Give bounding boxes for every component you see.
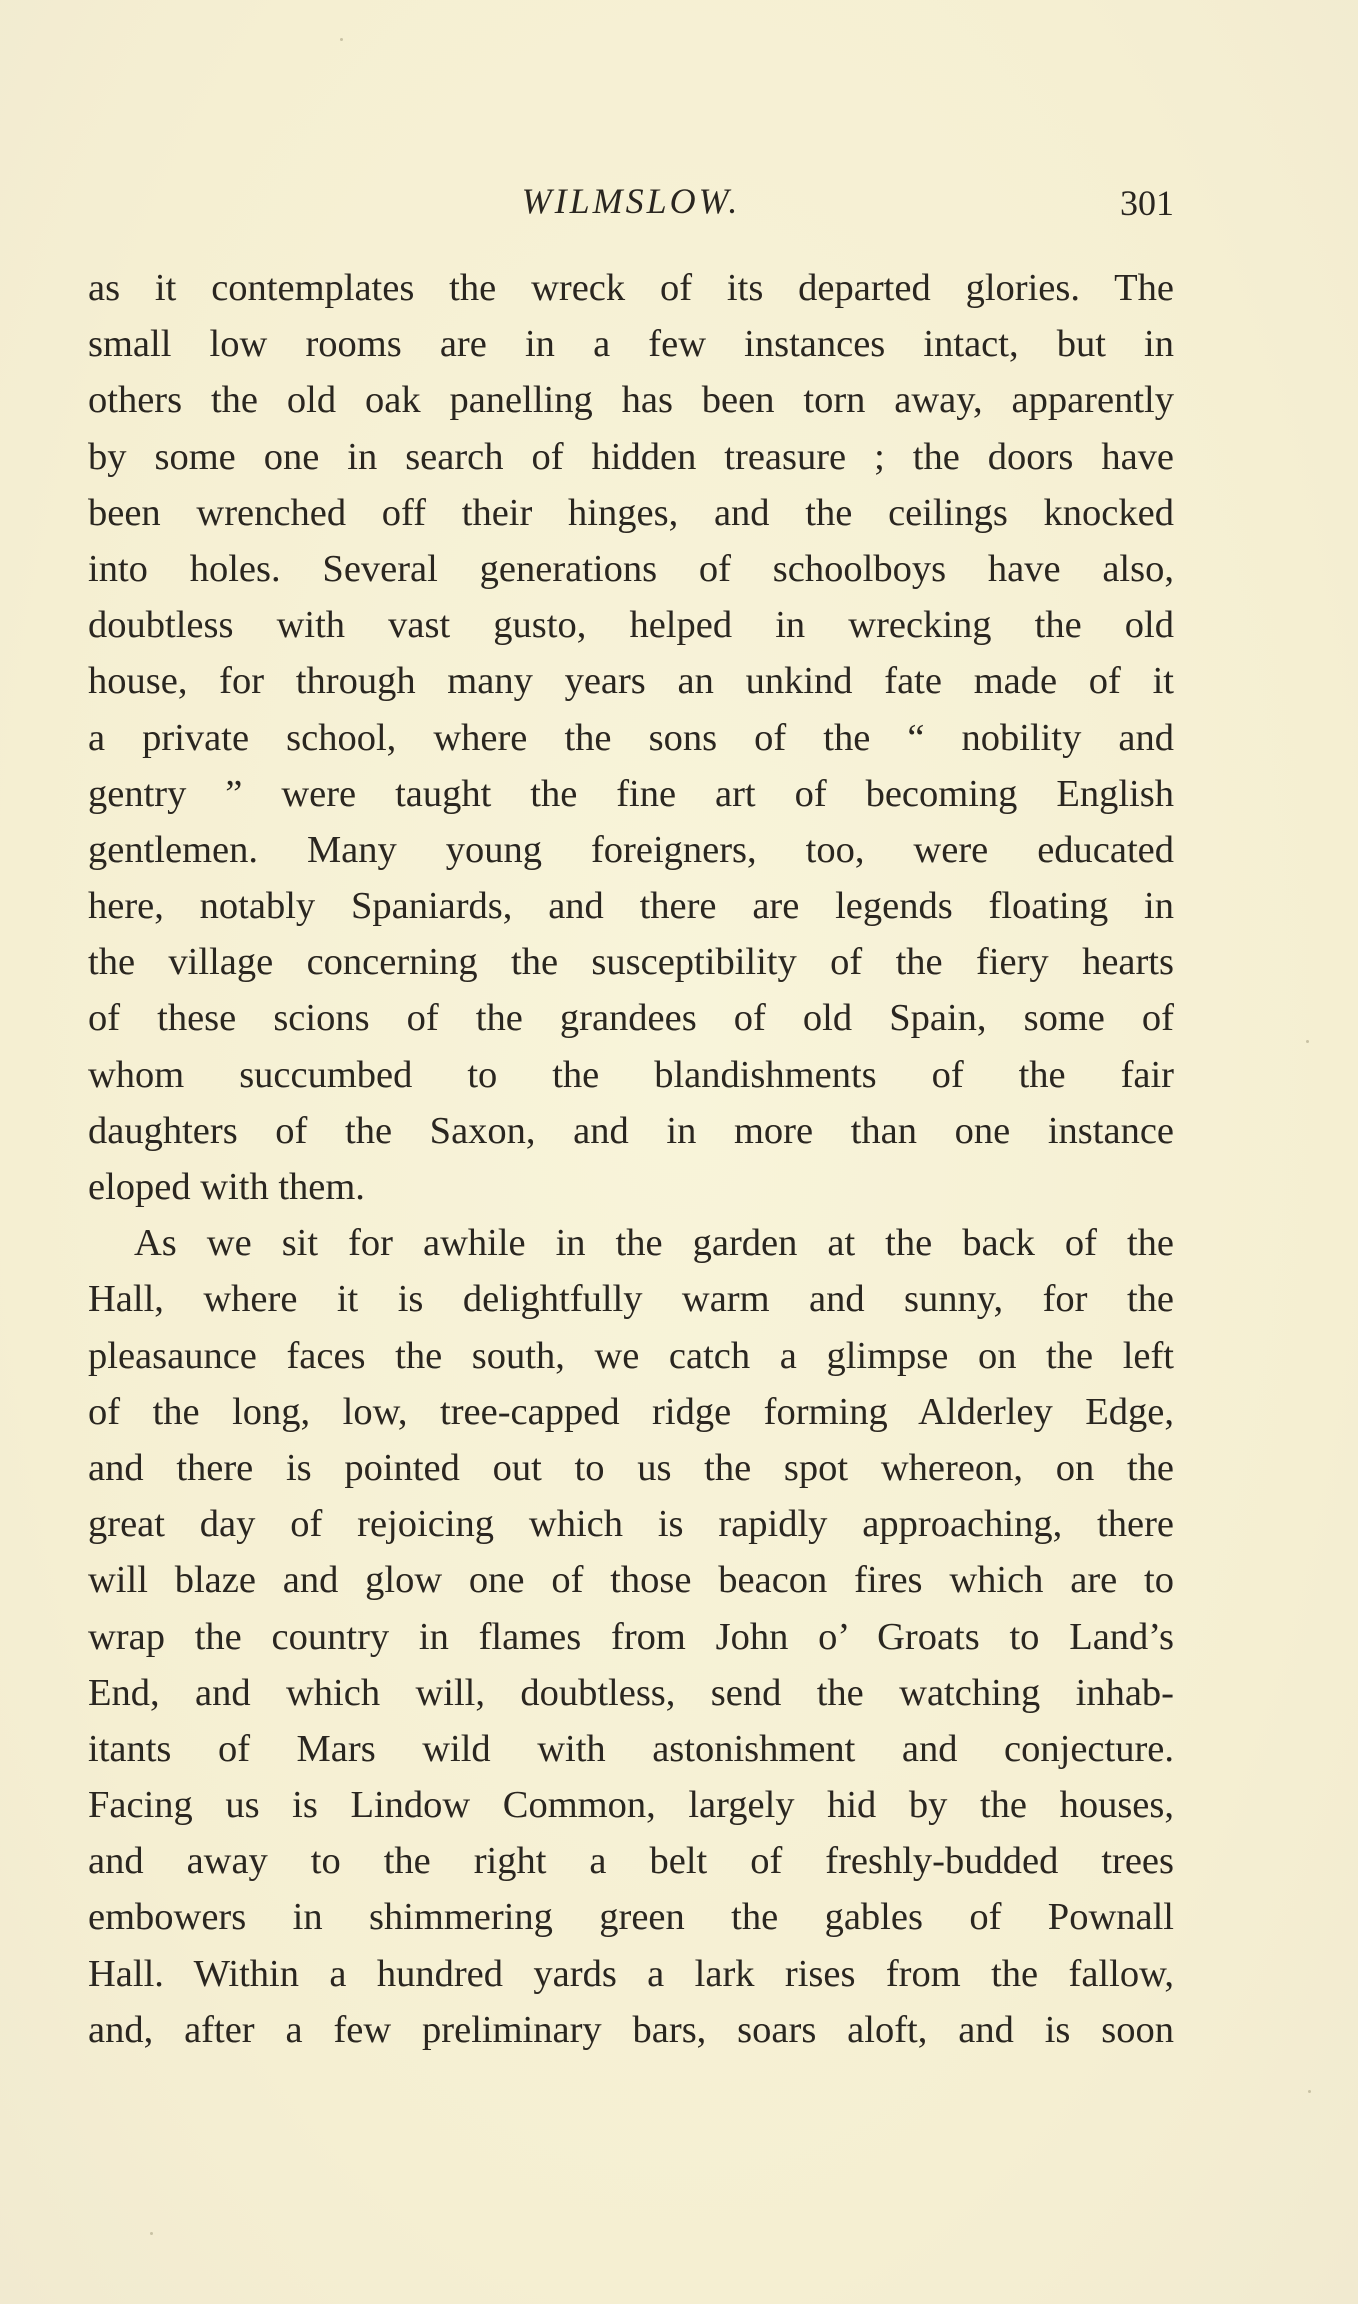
- text-line: embowers in shimmering green the gables of Pownall: [88, 1896, 1174, 1939]
- text-line: will blaze and glow one of those beacon fires which are to: [88, 1559, 1174, 1602]
- text-line: as it contemplates the wreck of its departed glories. The: [88, 267, 1174, 309]
- text-line: Hall. Within a hundred yards a lark rises from the fallow,: [88, 1952, 1174, 1995]
- text-line: small low rooms are in a few instances intact, but in: [88, 323, 1174, 366]
- text-line-paragraph-start: As we sit for awhile in the garden at the back of the: [134, 1222, 1174, 1265]
- text-line: gentlemen. Many young foreigners, too, were educated: [88, 828, 1174, 871]
- text-line: a private school, where the sons of the “ nobility and: [88, 716, 1174, 759]
- text-line: pleasaunce faces the south, we catch a glimpse on the left: [88, 1334, 1174, 1377]
- text-line: into holes. Several generations of schoolboys have also,: [88, 547, 1174, 590]
- text-line-paragraph-end: eloped with them.: [88, 1166, 365, 1208]
- text-line: daughters of the Saxon, and in more than one instance: [88, 1109, 1174, 1152]
- text-line: the village concerning the susceptibility of the fiery hearts: [88, 941, 1174, 984]
- paper-speck: [150, 2232, 153, 2235]
- text-line: and away to the right a belt of freshly-budded trees: [88, 1840, 1174, 1883]
- text-line: gentry ” were taught the fine art of becoming English: [88, 772, 1174, 815]
- text-line: of the long, low, tree-capped ridge forming Alderley Edge,: [88, 1390, 1174, 1433]
- text-line: been wrenched off their hinges, and the ceilings knocked: [88, 491, 1174, 534]
- text-line: here, notably Spaniards, and there are legends floating in: [88, 885, 1174, 928]
- text-line: by some one in search of hidden treasure ; the doors have: [88, 435, 1174, 478]
- text-line: itants of Mars wild with astonishment and conjecture.: [88, 1727, 1174, 1770]
- body-text: [88, 260, 1174, 2058]
- text-line: great day of rejoicing which is rapidly approaching, there: [88, 1503, 1174, 1546]
- text-line: End, and which will, doubtless, send the watching inhab-: [88, 1671, 1174, 1714]
- paper-speck: [1308, 2090, 1311, 2093]
- text-line: of these scions of the grandees of old Spain, some of: [88, 997, 1174, 1040]
- text-line: whom succumbed to the blandishments of the fair: [88, 1053, 1174, 1096]
- text-line: house, for through many years an unkind fate made of it: [88, 660, 1174, 703]
- text-line: and there is pointed out to us the spot whereon, on the: [88, 1446, 1174, 1489]
- page-number: 301: [1120, 183, 1174, 223]
- text-line: and, after a few preliminary bars, soars aloft, and is soon: [88, 2008, 1174, 2051]
- paper-speck: [340, 38, 343, 41]
- text-line: others the old oak panelling has been torn away, apparently: [88, 379, 1174, 422]
- text-line: wrap the country in flames from John o’ Groats to Land’s: [88, 1615, 1174, 1658]
- text-line: doubtless with vast gusto, helped in wrecking the old: [88, 604, 1174, 647]
- text-line: Hall, where it is delightfully warm and sunny, for the: [88, 1278, 1174, 1321]
- running-title: WILMSLOW.: [521, 181, 741, 221]
- page-header: [88, 180, 1174, 236]
- paper-speck: [1306, 1040, 1309, 1043]
- text-line: Facing us is Lindow Common, largely hid by the houses,: [88, 1784, 1174, 1827]
